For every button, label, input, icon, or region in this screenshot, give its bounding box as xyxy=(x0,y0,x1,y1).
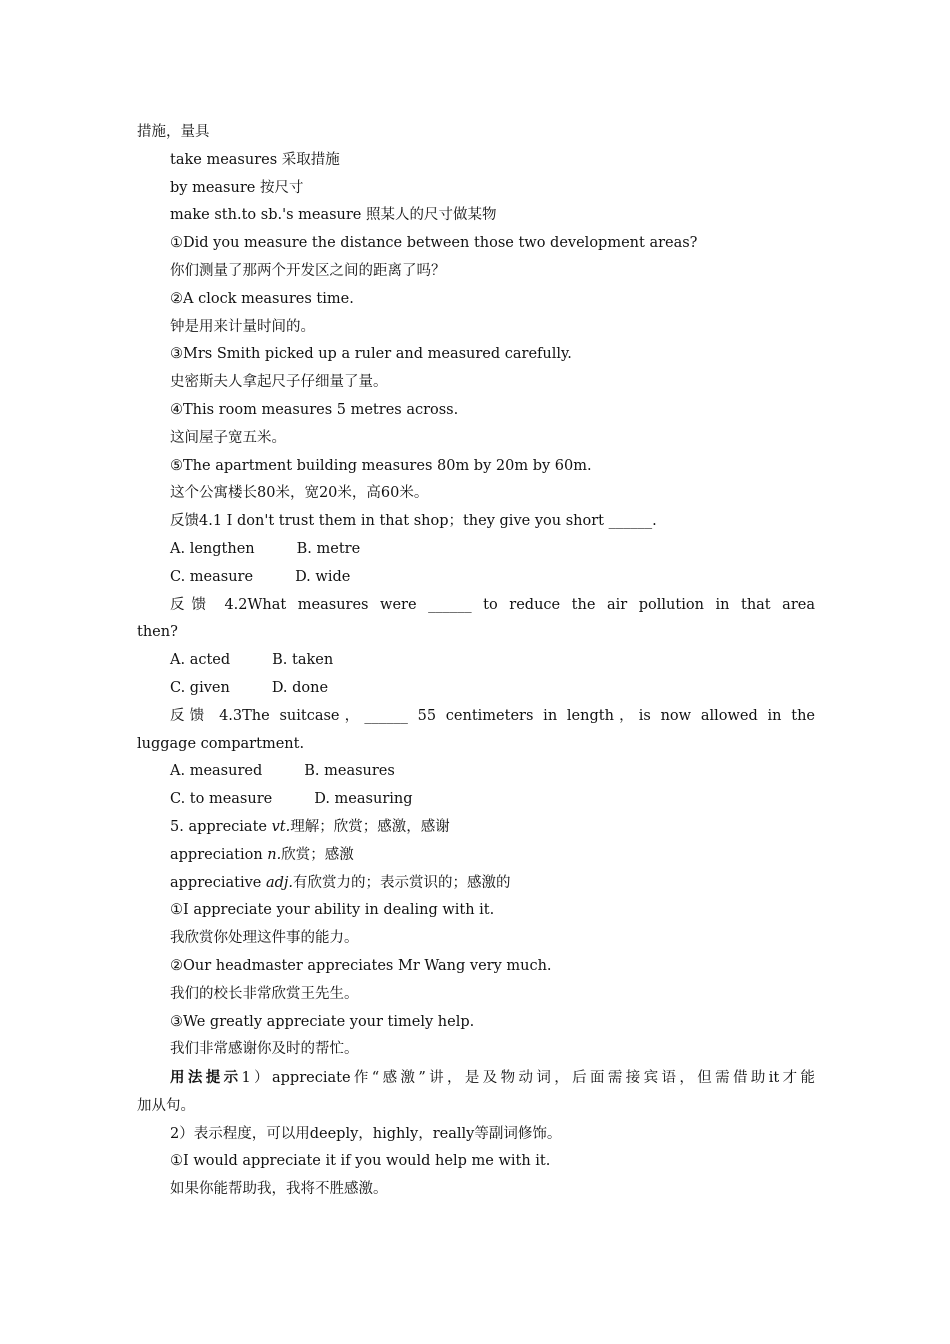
usage-tip-label: 用法提示 xyxy=(170,1069,242,1087)
example-translation: 我们非常感谢你及时的帮忙。 xyxy=(170,1041,359,1058)
question-continuation: then? xyxy=(137,624,178,641)
feedback-question-4-1: 反馈4.1 I don't trust them in that shop；they give you short ______. xyxy=(170,513,657,530)
vocab-derivative: appreciation n.欣赏；感激 xyxy=(170,846,354,863)
example-sentence: ①I appreciate your ability in dealing with it. xyxy=(170,902,495,919)
usage-tip: 用法提示1）appreciate作“感激”讲，是及物动词，后面需接宾语，但需借助it才能 xyxy=(170,1069,816,1087)
options-row xyxy=(137,564,815,592)
option-b: B. measures xyxy=(304,763,395,780)
example-sentence: ④This room measures 5 metres across. xyxy=(170,401,459,418)
option-a: A. acted xyxy=(170,652,231,669)
example-sentence: ⑤The apartment building measures 80m by 20m by 60m. xyxy=(170,457,592,474)
option-c: C. to measure xyxy=(170,791,273,808)
feedback-question-4-2: 反馈 4.2What measures were ______ to reduce the air pollution in that area xyxy=(170,596,815,613)
example-translation: 我欣赏你处理这件事的能力。 xyxy=(170,930,359,947)
question-continuation: luggage compartment. xyxy=(137,735,305,752)
example-sentence: ③Mrs Smith picked up a ruler and measured carefully. xyxy=(170,346,572,363)
example-sentence: ①I would appreciate it if you would help me with it. xyxy=(170,1153,551,1170)
option-d: D. wide xyxy=(295,568,351,585)
example-translation: 这个公寓楼长80米，宽20米，高60米。 xyxy=(170,485,429,502)
example-translation: 如果你能帮助我，我将不胜感激。 xyxy=(170,1181,388,1198)
option-b: B. metre xyxy=(296,540,361,557)
example-translation: 我们的校长非常欣赏王先生。 xyxy=(170,985,359,1002)
example-translation: 史密斯夫人拿起尺子仔细量了量。 xyxy=(170,374,388,391)
options-row xyxy=(137,786,815,814)
option-b: B. taken xyxy=(272,652,334,669)
example-sentence: ②A clock measures time. xyxy=(170,290,354,307)
text-line: by measure 按尺寸 xyxy=(170,179,304,196)
vocab-derivative: appreciative adj.有欣赏力的；表示赏识的；感激的 xyxy=(170,874,511,891)
usage-tip-2: 2）表示程度，可以用deeply，highly，really等副词修饰。 xyxy=(170,1125,562,1142)
text-line: take measures 采取措施 xyxy=(170,151,340,168)
option-a: A. lengthen xyxy=(170,540,255,557)
options-row xyxy=(137,758,815,786)
option-c: C. measure xyxy=(170,568,254,585)
example-sentence: ③We greatly appreciate your timely help. xyxy=(170,1013,475,1030)
example-sentence: ①Did you measure the distance between those two development areas? xyxy=(170,235,698,252)
text-line: 措施，量具 xyxy=(137,124,210,140)
example-sentence: ②Our headmaster appreciates Mr Wang very much. xyxy=(170,957,552,974)
feedback-question-4-3: 反馈 4.3The suitcase，______ 55 centimeters in length，is now allowed in the xyxy=(170,707,815,724)
options-row xyxy=(137,536,815,564)
option-d: D. measuring xyxy=(314,791,413,808)
example-translation: 这间屋子宽五米。 xyxy=(170,429,286,446)
options-row xyxy=(137,647,815,675)
option-c: C. given xyxy=(170,679,230,696)
vocab-heading: 5. appreciate vt.理解；欣赏；感激，感谢 xyxy=(170,818,450,835)
option-a: A. measured xyxy=(170,763,263,780)
example-translation: 钟是用来计量时间的。 xyxy=(170,318,315,335)
text-line: make sth.to sb.'s measure 照某人的尺寸做某物 xyxy=(170,207,497,224)
usage-tip-continuation: 加从句。 xyxy=(137,1097,195,1114)
options-row xyxy=(137,675,815,703)
option-d: D. done xyxy=(271,679,329,696)
document-body xyxy=(137,119,815,1204)
example-translation: 你们测量了那两个开发区之间的距离了吗？ xyxy=(170,262,446,279)
